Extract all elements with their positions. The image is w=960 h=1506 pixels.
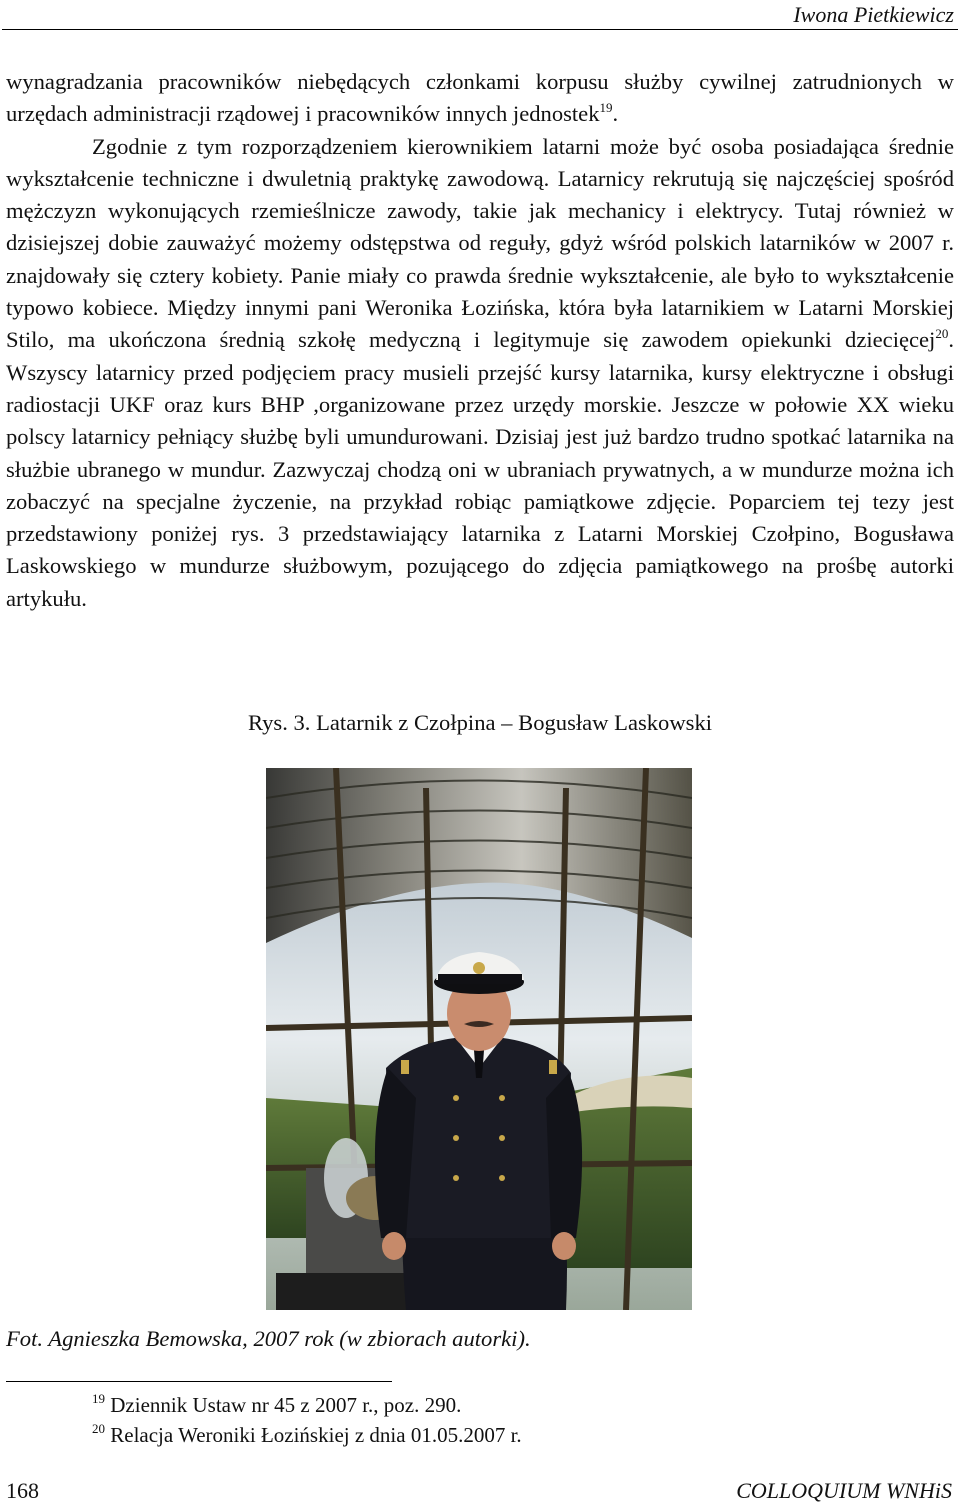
footnote-19 [92, 1390, 522, 1420]
paragraph-2-part-b: . Wszyscy latarnicy przed podjęciem pracy musieli przejść kursy latarnika, kursy elektryczne i obsługi radiostacji UKF oraz kurs BHP ,organizowane przez urzędy morskie. Jeszcze w połowie XX wieku polscy latarnicy pełniący służbę byli umundurowani. Dzisiaj jest już bardzo trudno spotkać latarnika na służbie ubranego w mundur. Zazwyczaj chodzą oni w ubraniach prywatnych, a w mundurze można ich zobaczyć na specjalne życzenie, na przykład robiąc pamiątkowe zdjęcie. Poparciem tej tezy jest przedstawiony poniżej rys. 3 przedstawiający latarnika z Latarni Morskiej Czołpino, Bogusława Laskowskiego w mundurze służbowym, pozującego do zdjęcia pamiątkowego na prośbę autorki artykułu. [6, 327, 954, 611]
paragraph-1-end: . [612, 101, 619, 127]
footnote-ref-20: 20 [935, 326, 949, 342]
paragraph-1 [6, 66, 954, 131]
paragraph-2-part-a: Zgodnie z tym rozporządzeniem kierownikiem latarni może być osoba posiadająca średnie wykształcenie techniczne i dwuletnią praktykę zawodową. Latarnicy rekrutują się najczęściej spośród mężczyzn wykonujących rzemieślnicze zawody, takie jak mechanicy i elektrycy. Tutaj również w dzisiejszej dobie zauważyć możemy odstępstwa od reguły, gdyż wśród polskich latarników w 2007 r. znajdowały się cztery kobiety. Panie miały co prawda średnie wykształcenie, ale było to wykształcenie typowo kobiece. Między innymi pani Weronika Łozińska, która była latarnikiem w Latarni Morskiej Stilo, ma ukończona średnią szkołę medyczną i legitymuje się zawodem opiekunki dziecięcej [6, 133, 954, 353]
body-text [6, 66, 954, 615]
paragraph-1-text: wynagradzania pracowników niebędących członkami korpusu służby cywilnej zatrudnionych w urzędach administracji rządowej i pracowników innych jednostek [6, 69, 954, 127]
page-number: 168 [6, 1478, 39, 1503]
photo-credit: Fot. Agnieszka Bemowska, 2007 rok (w zbiorach autorki). [6, 1326, 531, 1351]
journal-name: COLLOQUIUM WNHiS [736, 1478, 952, 1503]
paragraph-2 [6, 131, 954, 615]
footnote-number: 19 [92, 1391, 105, 1406]
running-header [0, 0, 960, 32]
header-author: Iwona Pietkiewicz [793, 2, 954, 27]
footnotes [92, 1390, 522, 1450]
figure-caption: Rys. 3. Latarnik z Czołpina – Bogusław Laskowski [247, 710, 713, 735]
header-rule [2, 29, 958, 30]
footnote-20 [92, 1420, 522, 1450]
footnote-ref-19: 19 [599, 100, 613, 116]
lighthouse-keeper-photo [266, 768, 692, 1310]
footnote-text: Dziennik Ustaw nr 45 z 2007 r., poz. 290. [110, 1393, 462, 1417]
footnote-rule [6, 1381, 392, 1382]
footnote-text: Relacja Weroniki Łozińskiej z dnia 01.05.2007 r. [110, 1423, 522, 1447]
footnote-number: 20 [92, 1421, 105, 1436]
